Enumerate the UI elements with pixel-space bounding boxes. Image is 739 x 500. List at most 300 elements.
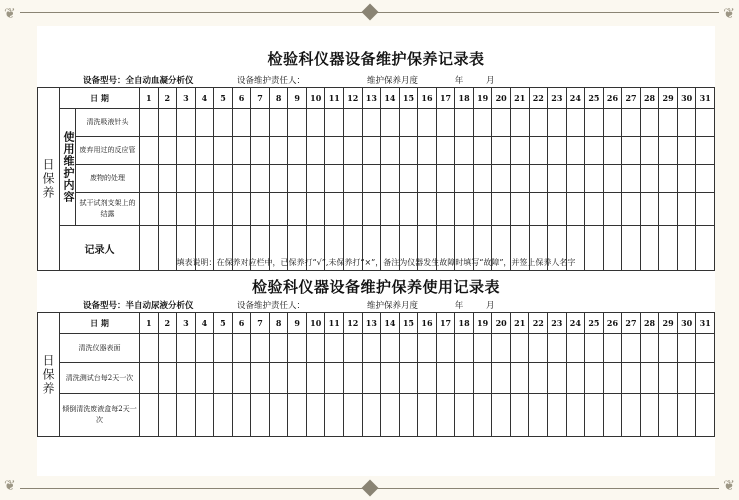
day-header: 10 — [306, 313, 325, 334]
day-entry-cell[interactable] — [177, 165, 196, 193]
day-entry-cell[interactable] — [399, 165, 418, 193]
day-entry-cell[interactable] — [214, 165, 233, 193]
day-entry-cell[interactable] — [325, 394, 344, 437]
day-entry-cell[interactable] — [566, 193, 585, 226]
day-entry-cell[interactable] — [269, 334, 288, 363]
day-entry-cell[interactable] — [195, 334, 214, 363]
fill-instructions: 填表说明：在保养对应栏中，已保养打“√”,未保养打“×”，备注为仪器发生故障时填写“故障”，并签上保养人名字 — [176, 258, 576, 267]
day-entry-cell[interactable] — [659, 137, 678, 165]
day-entry-cell[interactable] — [325, 363, 344, 394]
day-entry-cell[interactable] — [510, 334, 529, 363]
day-entry-cell[interactable] — [585, 334, 604, 363]
day-entry-cell[interactable] — [325, 334, 344, 363]
day-entry-cell[interactable] — [251, 363, 270, 394]
day-entry-cell[interactable] — [418, 165, 437, 193]
day-entry-cell[interactable] — [251, 109, 270, 137]
day-header: 13 — [362, 313, 381, 334]
form1-content-cell — [60, 109, 76, 226]
form2-header-row — [38, 313, 715, 334]
day-header: 2 — [158, 88, 177, 109]
day-entry-cell[interactable] — [158, 193, 177, 226]
day-entry-cell[interactable] — [696, 165, 715, 193]
day-entry-cell[interactable] — [325, 137, 344, 165]
day-entry-cell[interactable] — [548, 109, 567, 137]
day-entry-cell[interactable] — [677, 394, 696, 437]
day-entry-cell[interactable] — [473, 334, 492, 363]
form2-date-header: 日 期 — [60, 313, 140, 334]
day-entry-cell[interactable] — [436, 363, 455, 394]
day-entry-cell[interactable] — [585, 394, 604, 437]
day-header: 26 — [603, 313, 622, 334]
day-entry-cell[interactable] — [436, 109, 455, 137]
day-entry-cell[interactable] — [510, 137, 529, 165]
day-entry-cell[interactable] — [177, 394, 196, 437]
day-entry-cell[interactable] — [288, 165, 307, 193]
form1-task-row — [38, 109, 715, 137]
day-entry-cell[interactable] — [418, 137, 437, 165]
day-header: 24 — [566, 88, 585, 109]
day-entry-cell[interactable] — [195, 109, 214, 137]
day-header: 4 — [195, 313, 214, 334]
day-entry-cell[interactable] — [232, 193, 251, 226]
day-entry-cell[interactable] — [492, 363, 511, 394]
day-entry-cell[interactable] — [214, 193, 233, 226]
day-header: 19 — [473, 313, 492, 334]
day-entry-cell[interactable] — [195, 363, 214, 394]
day-entry-cell[interactable] — [640, 193, 659, 226]
day-entry-cell[interactable] — [640, 137, 659, 165]
day-entry-cell[interactable] — [473, 363, 492, 394]
day-entry-cell[interactable] — [677, 193, 696, 226]
day-entry-cell[interactable] — [585, 109, 604, 137]
leaf-decoration-icon: ❦ — [4, 478, 16, 494]
day-entry-cell[interactable] — [288, 193, 307, 226]
form1-task-label: 清洗吸液针头 — [76, 109, 140, 137]
day-entry-cell[interactable] — [344, 137, 363, 165]
day-entry-cell[interactable] — [399, 394, 418, 437]
day-header: 23 — [548, 313, 567, 334]
day-header: 7 — [251, 88, 270, 109]
form2-side-cell — [38, 313, 60, 437]
day-entry-cell[interactable] — [548, 193, 567, 226]
day-entry-cell[interactable] — [232, 137, 251, 165]
day-entry-cell[interactable] — [492, 137, 511, 165]
form2-side-label: 日保养 — [41, 353, 55, 396]
day-entry-cell[interactable] — [251, 394, 270, 437]
day-entry-cell[interactable] — [362, 193, 381, 226]
day-entry-cell[interactable] — [269, 165, 288, 193]
day-entry-cell[interactable] — [362, 334, 381, 363]
day-header: 21 — [510, 88, 529, 109]
day-entry-cell[interactable] — [325, 109, 344, 137]
day-entry-cell[interactable] — [455, 334, 474, 363]
day-header: 6 — [232, 313, 251, 334]
day-entry-cell[interactable] — [510, 394, 529, 437]
day-entry-cell[interactable] — [362, 394, 381, 437]
day-entry-cell[interactable] — [696, 334, 715, 363]
day-entry-cell[interactable] — [696, 363, 715, 394]
day-header: 1 — [140, 88, 159, 109]
day-header: 7 — [251, 313, 270, 334]
day-entry-cell[interactable] — [603, 193, 622, 226]
form2-owner: 设备维护责任人： — [237, 301, 306, 311]
day-entry-cell[interactable] — [622, 334, 641, 363]
day-entry-cell[interactable] — [529, 109, 548, 137]
day-entry-cell[interactable] — [455, 109, 474, 137]
frame-top-diamond — [362, 4, 379, 21]
leaf-decoration-icon: ❦ — [4, 6, 16, 22]
form1-task-label: 拭干试剂支架上的结露 — [76, 193, 140, 226]
day-entry-cell[interactable] — [158, 363, 177, 394]
day-header: 20 — [492, 88, 511, 109]
day-entry-cell[interactable] — [140, 334, 159, 363]
day-entry-cell[interactable] — [566, 109, 585, 137]
form2-task-label: 倾倒清洗废液盒每2天一次 — [60, 394, 140, 437]
day-entry-cell[interactable] — [214, 109, 233, 137]
day-entry-cell[interactable] — [362, 137, 381, 165]
day-entry-cell[interactable] — [622, 394, 641, 437]
record-sheet — [37, 26, 715, 476]
day-entry-cell[interactable] — [269, 137, 288, 165]
day-entry-cell[interactable] — [362, 109, 381, 137]
day-header: 22 — [529, 88, 548, 109]
day-header: 15 — [399, 88, 418, 109]
day-entry-cell[interactable] — [306, 165, 325, 193]
day-entry-cell[interactable] — [418, 193, 437, 226]
day-header: 25 — [585, 313, 604, 334]
day-entry-cell[interactable] — [251, 334, 270, 363]
day-entry-cell[interactable] — [622, 109, 641, 137]
day-header: 1 — [140, 313, 159, 334]
day-entry-cell[interactable] — [325, 193, 344, 226]
day-entry-cell[interactable] — [418, 109, 437, 137]
day-entry-cell[interactable] — [177, 193, 196, 226]
day-entry-cell[interactable] — [603, 137, 622, 165]
day-entry-cell[interactable] — [510, 109, 529, 137]
day-header: 20 — [492, 313, 511, 334]
day-entry-cell[interactable] — [622, 193, 641, 226]
day-header: 11 — [325, 313, 344, 334]
day-entry-cell[interactable] — [325, 165, 344, 193]
day-header: 4 — [195, 88, 214, 109]
day-entry-cell[interactable] — [548, 137, 567, 165]
day-entry-cell[interactable] — [455, 363, 474, 394]
day-entry-cell[interactable] — [269, 394, 288, 437]
day-entry-cell[interactable] — [214, 394, 233, 437]
day-entry-cell[interactable] — [306, 334, 325, 363]
day-entry-cell[interactable] — [344, 394, 363, 437]
day-entry-cell[interactable] — [251, 165, 270, 193]
day-entry-cell[interactable] — [529, 137, 548, 165]
day-entry-cell[interactable] — [158, 394, 177, 437]
day-entry-cell[interactable] — [269, 193, 288, 226]
day-entry-cell[interactable] — [214, 137, 233, 165]
day-entry-cell[interactable] — [381, 165, 400, 193]
form1-task-label: 废弃用过的反应管 — [76, 137, 140, 165]
day-entry-cell[interactable] — [548, 363, 567, 394]
form1-date-header: 日 期 — [60, 88, 140, 109]
day-entry-cell[interactable] — [659, 394, 678, 437]
day-entry-cell[interactable] — [585, 165, 604, 193]
day-entry-cell[interactable] — [306, 193, 325, 226]
day-header: 18 — [455, 313, 474, 334]
day-header: 9 — [288, 313, 307, 334]
day-header: 12 — [344, 313, 363, 334]
day-entry-cell[interactable] — [622, 137, 641, 165]
day-entry-cell[interactable] — [473, 193, 492, 226]
day-entry-cell[interactable] — [140, 165, 159, 193]
day-entry-cell[interactable] — [640, 394, 659, 437]
day-entry-cell[interactable] — [177, 137, 196, 165]
day-entry-cell[interactable] — [306, 394, 325, 437]
day-entry-cell[interactable] — [140, 109, 159, 137]
day-entry-cell[interactable] — [492, 109, 511, 137]
day-entry-cell[interactable] — [436, 193, 455, 226]
day-entry-cell[interactable] — [177, 109, 196, 137]
day-entry-cell[interactable] — [473, 137, 492, 165]
day-entry-cell[interactable] — [177, 363, 196, 394]
day-entry-cell[interactable] — [677, 137, 696, 165]
day-entry-cell[interactable] — [622, 165, 641, 193]
day-entry-cell[interactable] — [455, 137, 474, 165]
day-header: 3 — [177, 88, 196, 109]
day-entry-cell[interactable] — [640, 109, 659, 137]
day-entry-cell[interactable] — [418, 334, 437, 363]
day-entry-cell[interactable] — [603, 165, 622, 193]
day-entry-cell[interactable] — [381, 109, 400, 137]
day-entry-cell[interactable] — [214, 363, 233, 394]
day-entry-cell[interactable] — [232, 334, 251, 363]
day-header: 27 — [622, 313, 641, 334]
day-entry-cell[interactable] — [288, 334, 307, 363]
day-entry-cell[interactable] — [640, 334, 659, 363]
day-entry-cell[interactable] — [232, 394, 251, 437]
day-entry-cell[interactable] — [344, 109, 363, 137]
day-entry-cell[interactable] — [585, 363, 604, 394]
form1-owner: 设备维护责任人： — [237, 76, 306, 86]
form1-side-cell — [38, 88, 60, 271]
day-entry-cell[interactable] — [455, 193, 474, 226]
day-entry-cell[interactable] — [288, 137, 307, 165]
day-entry-cell[interactable] — [529, 363, 548, 394]
day-entry-cell[interactable] — [529, 165, 548, 193]
day-entry-cell[interactable] — [140, 193, 159, 226]
day-entry-cell[interactable] — [529, 394, 548, 437]
day-entry-cell[interactable] — [529, 334, 548, 363]
day-entry-cell[interactable] — [399, 109, 418, 137]
day-entry-cell[interactable] — [418, 394, 437, 437]
day-entry-cell[interactable] — [566, 165, 585, 193]
day-entry-cell[interactable] — [566, 137, 585, 165]
day-entry-cell[interactable] — [269, 363, 288, 394]
day-entry-cell[interactable] — [640, 165, 659, 193]
day-header: 21 — [510, 313, 529, 334]
leaf-decoration-icon: ❦ — [723, 6, 735, 22]
day-entry-cell[interactable] — [677, 363, 696, 394]
form1-device: 设备型号：全自动血凝分析仪 — [83, 76, 194, 86]
day-header: 31 — [696, 313, 715, 334]
day-entry-cell[interactable] — [677, 334, 696, 363]
day-header: 16 — [418, 313, 437, 334]
day-entry-cell[interactable] — [232, 109, 251, 137]
day-entry-cell[interactable] — [696, 109, 715, 137]
day-header: 2 — [158, 313, 177, 334]
day-header: 31 — [696, 88, 715, 109]
day-entry-cell[interactable] — [232, 165, 251, 193]
day-header: 5 — [214, 88, 233, 109]
day-entry-cell[interactable] — [436, 165, 455, 193]
day-entry-cell[interactable] — [603, 109, 622, 137]
day-header: 19 — [473, 88, 492, 109]
day-entry-cell[interactable] — [362, 363, 381, 394]
day-header: 9 — [288, 88, 307, 109]
day-entry-cell[interactable] — [158, 334, 177, 363]
day-entry-cell[interactable] — [288, 363, 307, 394]
day-header: 11 — [325, 88, 344, 109]
day-entry-cell[interactable] — [492, 394, 511, 437]
day-entry-cell[interactable] — [306, 137, 325, 165]
form2-table — [37, 312, 715, 437]
day-entry-cell[interactable] — [473, 394, 492, 437]
day-entry-cell[interactable] — [436, 137, 455, 165]
day-entry-cell[interactable] — [251, 137, 270, 165]
day-entry-cell[interactable] — [399, 334, 418, 363]
day-entry-cell[interactable] — [659, 193, 678, 226]
day-entry-cell[interactable] — [214, 334, 233, 363]
day-entry-cell[interactable] — [455, 165, 474, 193]
day-entry-cell[interactable] — [603, 363, 622, 394]
day-entry-cell[interactable] — [585, 137, 604, 165]
day-entry-cell[interactable] — [640, 363, 659, 394]
day-entry-cell[interactable] — [677, 109, 696, 137]
day-entry-cell[interactable] — [473, 109, 492, 137]
day-entry-cell[interactable] — [306, 109, 325, 137]
day-entry-cell[interactable] — [399, 137, 418, 165]
form1-title: 检验科仪器设备维护保养记录表 — [267, 50, 485, 68]
form1-recorder-label: 记录人 — [60, 226, 140, 271]
day-entry-cell[interactable] — [344, 193, 363, 226]
day-entry-cell[interactable] — [418, 363, 437, 394]
day-entry-cell[interactable] — [492, 165, 511, 193]
day-entry-cell[interactable] — [362, 165, 381, 193]
day-entry-cell[interactable] — [603, 334, 622, 363]
day-header: 6 — [232, 88, 251, 109]
day-entry-cell[interactable] — [436, 334, 455, 363]
day-entry-cell[interactable] — [251, 193, 270, 226]
form1-side-label: 日保养 — [41, 158, 55, 200]
day-entry-cell[interactable] — [288, 394, 307, 437]
day-header: 16 — [418, 88, 437, 109]
leaf-decoration-icon: ❦ — [723, 478, 735, 494]
day-entry-cell[interactable] — [566, 363, 585, 394]
day-entry-cell[interactable] — [659, 363, 678, 394]
form2-task-row — [38, 363, 715, 394]
day-entry-cell[interactable] — [344, 165, 363, 193]
day-entry-cell[interactable] — [659, 165, 678, 193]
day-entry-cell[interactable] — [659, 109, 678, 137]
day-entry-cell[interactable] — [344, 363, 363, 394]
day-entry-cell[interactable] — [381, 334, 400, 363]
day-header: 15 — [399, 313, 418, 334]
day-entry-cell[interactable] — [158, 137, 177, 165]
day-entry-cell[interactable] — [473, 165, 492, 193]
day-entry-cell[interactable] — [659, 334, 678, 363]
day-entry-cell[interactable] — [548, 394, 567, 437]
day-entry-cell[interactable] — [399, 193, 418, 226]
day-entry-cell[interactable] — [548, 334, 567, 363]
day-entry-cell[interactable] — [381, 363, 400, 394]
day-entry-cell[interactable] — [306, 363, 325, 394]
day-header: 17 — [436, 88, 455, 109]
day-entry-cell[interactable] — [140, 363, 159, 394]
day-entry-cell[interactable] — [603, 394, 622, 437]
day-entry-cell[interactable] — [381, 137, 400, 165]
form2-task-label: 清洗仪器表面 — [60, 334, 140, 363]
day-entry-cell[interactable] — [566, 334, 585, 363]
day-entry-cell[interactable] — [510, 165, 529, 193]
day-entry-cell[interactable] — [622, 363, 641, 394]
form2-month: 维护保养月度 年 月 — [367, 301, 495, 311]
day-entry-cell[interactable] — [548, 165, 567, 193]
form1-task-row — [38, 165, 715, 193]
form2-title: 检验科仪器设备维护保养使用记录表 — [251, 278, 500, 296]
day-entry-cell[interactable] — [436, 394, 455, 437]
form1-task-label: 废物的处理 — [76, 165, 140, 193]
day-entry-cell[interactable] — [381, 193, 400, 226]
day-entry-cell[interactable] — [566, 394, 585, 437]
day-entry-cell[interactable] — [195, 137, 214, 165]
day-entry-cell[interactable] — [140, 394, 159, 437]
day-header: 29 — [659, 313, 678, 334]
day-entry-cell[interactable] — [529, 193, 548, 226]
day-header: 14 — [381, 313, 400, 334]
day-entry-cell[interactable] — [158, 165, 177, 193]
day-entry-cell[interactable] — [510, 193, 529, 226]
day-entry-cell[interactable] — [288, 109, 307, 137]
day-header: 22 — [529, 313, 548, 334]
day-entry-cell[interactable] — [344, 334, 363, 363]
day-entry-cell[interactable] — [381, 394, 400, 437]
day-entry-cell[interactable] — [195, 394, 214, 437]
frame-bottom-diamond — [362, 480, 379, 497]
day-entry-cell[interactable] — [510, 363, 529, 394]
day-entry-cell[interactable] — [585, 193, 604, 226]
day-entry-cell[interactable] — [195, 165, 214, 193]
day-header: 5 — [214, 313, 233, 334]
day-entry-cell[interactable] — [232, 363, 251, 394]
day-entry-cell[interactable] — [492, 334, 511, 363]
day-entry-cell[interactable] — [158, 109, 177, 137]
day-header: 3 — [177, 313, 196, 334]
day-entry-cell[interactable] — [399, 363, 418, 394]
day-entry-cell[interactable] — [195, 193, 214, 226]
day-entry-cell[interactable] — [140, 137, 159, 165]
day-entry-cell[interactable] — [696, 394, 715, 437]
day-entry-cell[interactable] — [177, 334, 196, 363]
day-entry-cell[interactable] — [696, 137, 715, 165]
day-header: 8 — [269, 88, 288, 109]
day-entry-cell[interactable] — [492, 193, 511, 226]
day-entry-cell[interactable] — [269, 109, 288, 137]
day-entry-cell[interactable] — [455, 394, 474, 437]
day-header: 28 — [640, 313, 659, 334]
form1-task-row — [38, 137, 715, 165]
day-header: 24 — [566, 313, 585, 334]
form1-month: 维护保养月度 年 月 — [367, 76, 495, 86]
form1-table — [37, 87, 715, 271]
day-entry-cell[interactable] — [677, 165, 696, 193]
day-entry-cell[interactable] — [696, 193, 715, 226]
